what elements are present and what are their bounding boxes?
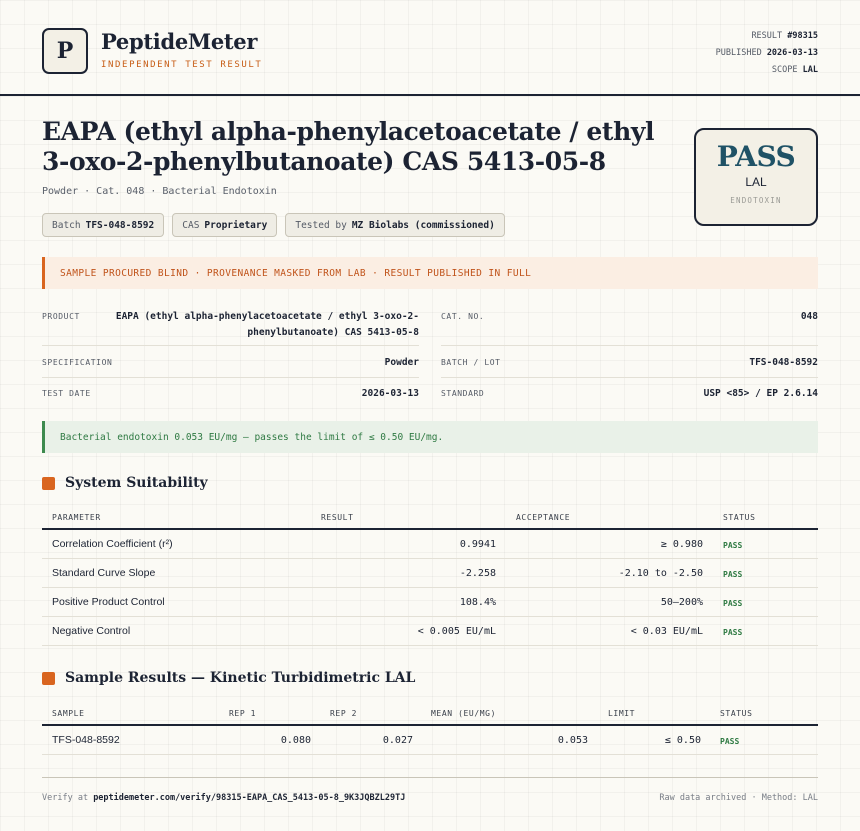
table-row [42,559,818,588]
row-status: PASS [720,737,740,746]
verify-prefix: Verify at [42,793,89,803]
table-row [42,726,818,755]
result-id: #98315 [787,31,818,41]
tested-by-label: Tested by [295,219,347,231]
report-header [0,0,860,96]
row-parameter: Positive Product Control [52,596,165,608]
cas-chip-value: Proprietary [204,219,268,231]
system-suitability-heading [42,475,208,491]
info-product-label: PRODUCT [42,312,80,321]
row-status: PASS [723,541,743,550]
info-product [42,306,419,346]
info-catno [441,306,818,346]
col-acceptance: ACCEPTANCE [516,513,571,522]
row-rep2: 0.027 [382,735,413,746]
row-result: -2.258 [459,568,496,579]
row-parameter: Standard Curve Slope [52,567,156,579]
brand-name: PeptideMeter [101,29,258,54]
col-status: STATUS [720,709,753,718]
result-id-label: RESULT [751,31,783,41]
row-rep1: 0.080 [280,735,311,746]
cas-chip-label: CAS [182,219,200,231]
section-marker-icon [42,477,55,490]
published-label: PUBLISHED [715,48,762,58]
row-status: PASS [723,599,743,608]
pass-method: LAL [745,175,767,189]
tested-by-value: MZ Biolabs (commissioned) [351,219,495,231]
row-result: < 0.005 EU/mL [417,626,496,637]
col-sample: SAMPLE [52,709,85,718]
col-rep1: REP 1 [229,709,257,718]
info-date-value: 2026-03-13 [361,388,419,399]
row-status: PASS [723,570,743,579]
scope-value: LAL [802,65,818,75]
info-spec [42,350,419,378]
table-header [42,506,818,530]
table-header [42,702,818,726]
verdict-banner: Bacterial endotoxin 0.053 EU/mg — passes the limit of ≤ 0.50 EU/mg. [42,421,818,453]
tested-by-chip [285,213,504,237]
col-status: STATUS [723,513,756,522]
pass-result: PASS [716,140,796,173]
sample-results-table [42,702,818,755]
col-rep2: REP 2 [330,709,358,718]
row-sample: TFS-048-8592 [52,734,120,746]
section-marker-icon [42,672,55,685]
product-subtitle: Powder · Cat. 048 · Bacterial Endotoxin [42,186,277,197]
col-result: RESULT [321,513,354,522]
info-spec-label: SPECIFICATION [42,358,113,367]
result-meta [716,28,818,79]
row-limit: ≤ 0.50 [664,735,701,746]
system-suitability-title: System Suitability [65,475,208,491]
table-row [42,617,818,646]
batch-chip-label: Batch [52,219,81,231]
row-result: 0.9941 [459,539,496,550]
product-title: EAPA (ethyl alpha-phenylacetoacetate / ethyl 3-oxo-2-phenylbutanoate) CAS 5413-05-8 [42,117,655,176]
footer-archive-note: Raw data archived · Method: LAL [659,793,818,803]
info-batch-label: BATCH / LOT [441,358,501,367]
table-row [42,530,818,559]
col-mean: MEAN (EU/MG) [431,709,496,718]
table-row [42,588,818,617]
info-product-value: EAPA (ethyl alpha-phenylacetoacetate / ethyl 3-oxo-2-phenylbutanoate) CAS 5413-05-8 [115,311,419,338]
info-catno-value: 048 [800,311,818,322]
pass-badge [694,128,818,226]
info-batch-value: TFS-048-8592 [749,357,818,368]
sample-results-title: Sample Results — Kinetic Turbidimetric LAL [65,670,416,686]
info-standard-label: STANDARD [441,389,485,398]
row-mean: 0.053 [557,735,588,746]
row-result: 108.4% [459,597,496,608]
footer-divider [42,777,818,778]
batch-chip-value: TFS-048-8592 [85,219,155,231]
batch-chip [42,213,164,237]
scope-label: SCOPE [771,65,798,75]
row-parameter: Correlation Coefficient (r²) [52,538,173,550]
info-batch [441,350,818,378]
pass-analyte: ENDOTOXIN [730,196,782,205]
row-acceptance: 50–200% [660,597,703,608]
info-date [42,381,419,409]
info-spec-value: Powder [384,357,419,368]
row-acceptance: ≥ 0.980 [660,539,703,550]
sample-results-heading [42,670,415,686]
col-parameter: PARAMETER [52,513,101,522]
info-catno-label: CAT. NO. [441,312,485,321]
col-limit: LIMIT [608,709,636,718]
brand-tagline: INDEPENDENT TEST RESULT [101,60,263,70]
info-standard [441,381,818,409]
system-suitability-table [42,506,818,646]
info-standard-value: USP <85> / EP 2.6.14 [703,388,818,399]
row-acceptance: < 0.03 EU/mL [630,626,703,637]
row-status: PASS [723,628,743,637]
brand-logo: P [42,28,88,74]
cas-chip [172,213,277,237]
info-date-label: TEST DATE [42,389,91,398]
row-acceptance: -2.10 to -2.50 [618,568,703,579]
row-parameter: Negative Control [52,625,131,637]
footer-verify [42,793,405,803]
blind-notice: SAMPLE PROCURED BLIND · PROVENANCE MASKED FROM LAB · RESULT PUBLISHED IN FULL [42,257,818,289]
chip-row [42,213,505,237]
verify-link[interactable]: peptidemeter.com/verify/98315-EAPA_CAS_5413-05-8_9K3JQBZL29TJ [93,793,406,803]
published-date: 2026-03-13 [766,48,818,58]
